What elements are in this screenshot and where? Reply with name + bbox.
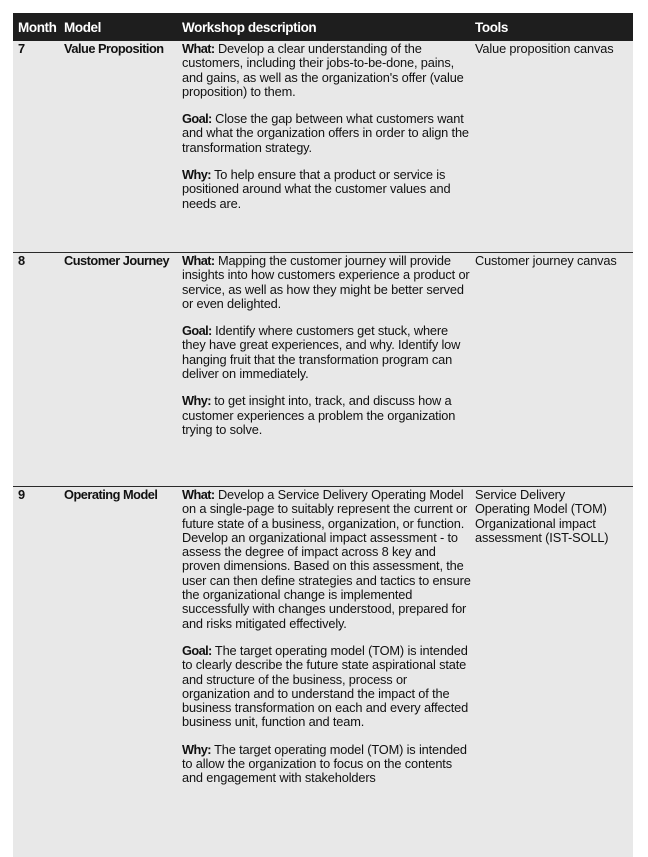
- why-paragraph: [182, 394, 471, 437]
- tool-item: Service Delivery: [475, 487, 566, 502]
- row-description: [182, 487, 475, 857]
- goal-label: Goal:: [182, 111, 212, 127]
- what-paragraph: [182, 488, 471, 631]
- table-row: [13, 253, 633, 487]
- table-row: [13, 41, 633, 253]
- row-tools: Customer journey canvas: [475, 253, 617, 268]
- why-text: To help ensure that a product or service is positioned around what the customer values and needs are.: [182, 167, 451, 211]
- goal-paragraph: [182, 644, 471, 730]
- what-text: Develop a clear understanding of the customers, including their jobs-to-be-done, pains, and gains, as well as the organization's offer (value proposition) to them.: [182, 41, 464, 99]
- table-row: [13, 487, 633, 857]
- goal-text: Identify where customers get stuck, where they have great experiences, and why. Identify low hanging fruit that the transformation program can deliver on immediately.: [182, 323, 461, 382]
- what-label: What:: [182, 41, 215, 56]
- tool-item: Organizational impact: [475, 515, 596, 531]
- goal-paragraph: [182, 112, 471, 155]
- goal-text: The target operating model (TOM) is intended to clearly describe the future state aspirational state and structure of the business, process or organization and to understand the impact of the business transformation on each and every affected business unit, function and team.: [182, 642, 469, 730]
- row-description: [182, 253, 475, 486]
- header-tools: Tools: [475, 19, 508, 35]
- tool-item: assessment (IST-SOLL): [475, 529, 609, 545]
- row-model: Customer Journey: [64, 253, 170, 268]
- goal-text: Close the gap between what customers want and what the organization offers in order to align the transformation strategy.: [182, 111, 469, 155]
- row-month: 8: [18, 253, 25, 268]
- what-label: What:: [182, 253, 215, 268]
- what-paragraph: [182, 42, 471, 99]
- what-text: Mapping the customer journey will provide insights into how customers experience a product or service, as well as how they might be better served or even delighted.: [182, 253, 470, 311]
- why-paragraph: [182, 743, 471, 786]
- row-month: 7: [18, 41, 25, 56]
- why-label: Why:: [182, 167, 211, 183]
- why-label: Why:: [182, 393, 211, 409]
- row-description: [182, 41, 475, 252]
- row-model: Operating Model: [64, 487, 158, 502]
- goal-label: Goal:: [182, 323, 212, 339]
- row-model: Value Proposition: [64, 41, 164, 56]
- why-paragraph: [182, 168, 471, 211]
- why-label: Why:: [182, 741, 211, 757]
- what-label: What:: [182, 487, 215, 502]
- goal-label: Goal:: [182, 642, 212, 658]
- what-paragraph: [182, 254, 471, 311]
- header-description: Workshop description: [182, 19, 317, 35]
- what-text: Develop a Service Delivery Operating Model on a single-page to suitably represent the current or future state of a business, organization, or function.: [182, 487, 468, 531]
- workshop-table: [13, 13, 633, 857]
- row-tools: [475, 487, 633, 857]
- row-tools: Value proposition canvas: [475, 41, 614, 56]
- header-month: Month: [18, 19, 57, 35]
- why-text: to get insight into, track, and discuss how a customer experiences a problem the organization trying to solve.: [182, 393, 456, 437]
- table-header-row: [13, 13, 633, 41]
- what-extra-text: Develop an organizational impact assessment - to assess the degree of impact across 8 key and proven dimensions. Based on this assessment, the user can then define strategies and tactics to ensure the organizational change is implemented successfully with changes understood, prepared for and risks mitigated effectively.: [182, 529, 471, 631]
- tool-item: Operating Model (TOM): [475, 501, 607, 517]
- goal-paragraph: [182, 324, 471, 381]
- row-month: 9: [18, 487, 25, 502]
- why-text: The target operating model (TOM) is intended to allow the organization to focus on the contents and engagement with stakeholders: [182, 741, 467, 786]
- header-model: Model: [64, 19, 101, 35]
